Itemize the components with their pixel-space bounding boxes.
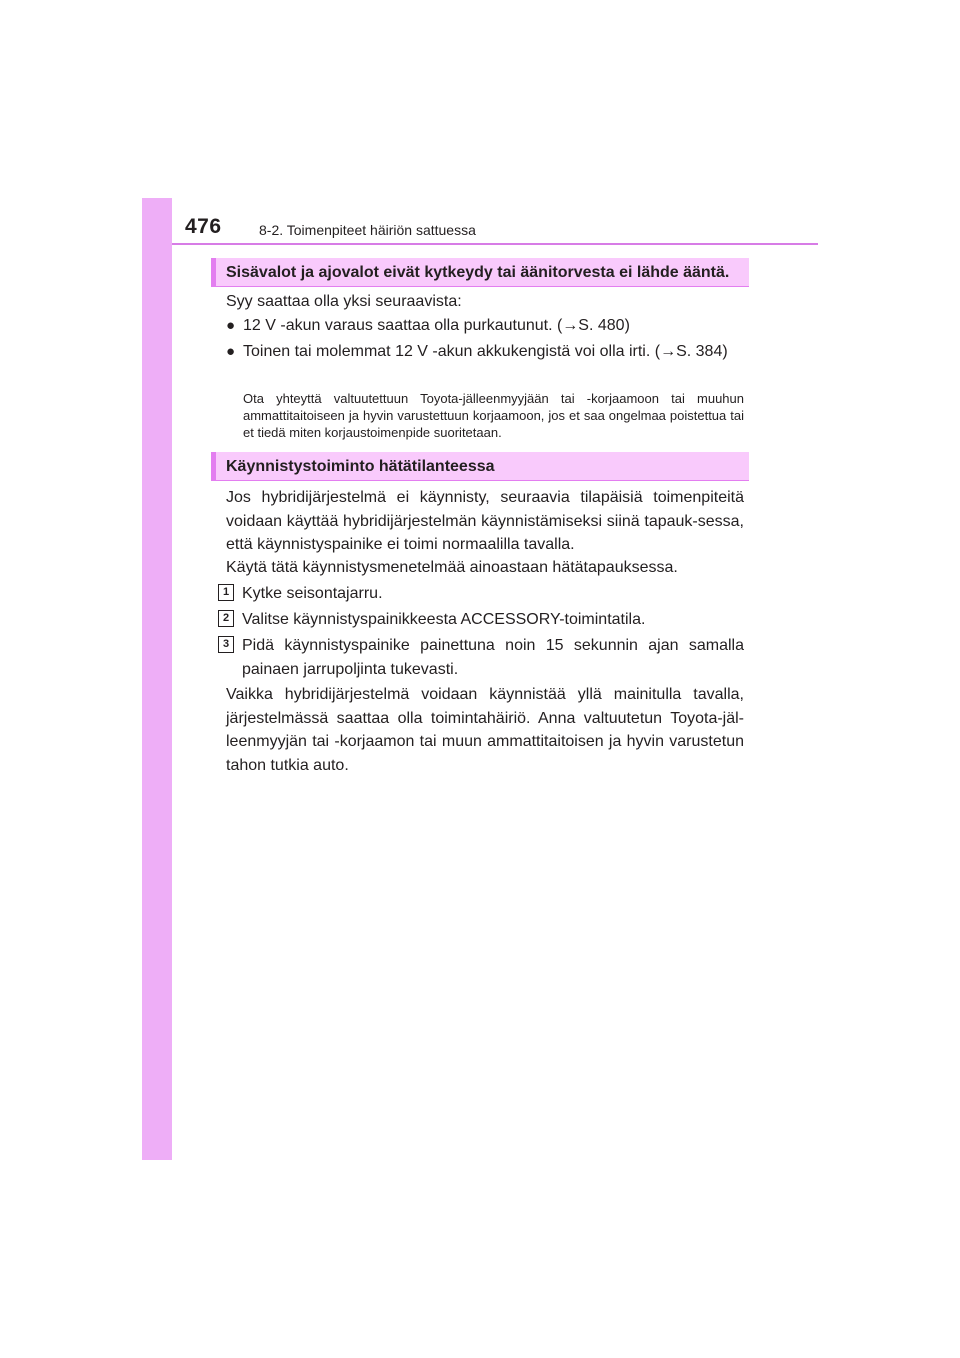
section-heading-lights-horn: Sisävalot ja ajovalot eivät kytkeydy tai äänitorvesta ei lähde ääntä.: [211, 258, 749, 287]
step-item: [218, 582, 744, 606]
section2-paragraph2: Käytä tätä käynnistysmenetelmää ainoastaan hätätapauksessa.: [226, 559, 678, 576]
step-text: Kytke seisontajarru.: [242, 585, 383, 602]
bullet-dot-icon: ●: [226, 317, 236, 334]
chapter-sidebar-tab: [142, 198, 172, 1160]
section1-intro: Syy saattaa olla yksi seuraavista:: [226, 293, 462, 310]
chapter-title: 8-2. Toimenpiteet häiriön sattuessa: [259, 222, 476, 238]
step-text: Valitse käynnistyspainikkeesta ACCESSORY-toimintatila.: [242, 611, 646, 628]
step-number-badge: 2: [218, 610, 234, 627]
bullet-item: [226, 340, 744, 364]
section2-paragraph1: Jos hybridijärjestelmä ei käynnisty, seuraavia tilapäisiä toimenpiteitä voidaan käyttää hybridijärjestelmän käynnistämiseksi siinä tapauk-sessa, että käynnistyspainike ei toimi normaalilla tavalla.: [226, 489, 744, 553]
section1-note: Ota yhteyttä valtuutettuun Toyota-jälleenmyyjään tai -korjaamoon tai muuhun ammattitaitoiseen ja hyvin varustettuun korjaamoon, jos et saa ongelmaa poistettua tai et tiedä miten korjaustoimenpide suoritetaan.: [243, 391, 744, 440]
bullet-dot-icon: ●: [226, 343, 236, 360]
page-number: 476: [185, 215, 222, 238]
step-item: [218, 634, 744, 681]
step-number-badge: 1: [218, 584, 234, 601]
bullet-text: Toinen tai molemmat 12 V -akun akkukengistä voi olla irti. (→S. 384): [243, 343, 728, 360]
step-number-badge: 3: [218, 636, 234, 653]
step-text: Pidä käynnistyspainike painettuna noin 15 sekunnin ajan samalla painaen jarrupoljinta tukevasti.: [242, 637, 744, 678]
header-divider: [172, 243, 818, 245]
section2-paragraph3: Vaikka hybridijärjestelmä voidaan käynnistää yllä mainitulla tavalla, järjestelmässä saattaa olla toimintahäiriö. Anna valtuutetun Toyota-jäl-leenmyyjän tai -korjaamon tai muun ammattitaitoisen ja hyvin varustetun tahon tutkia auto.: [226, 686, 744, 774]
bullet-text: 12 V -akun varaus saattaa olla purkautunut. (→S. 480): [243, 317, 630, 334]
step-item: [218, 608, 744, 632]
bullet-item: [226, 314, 744, 338]
section-heading-emergency-start: Käynnistystoiminto hätätilanteessa: [211, 452, 749, 481]
